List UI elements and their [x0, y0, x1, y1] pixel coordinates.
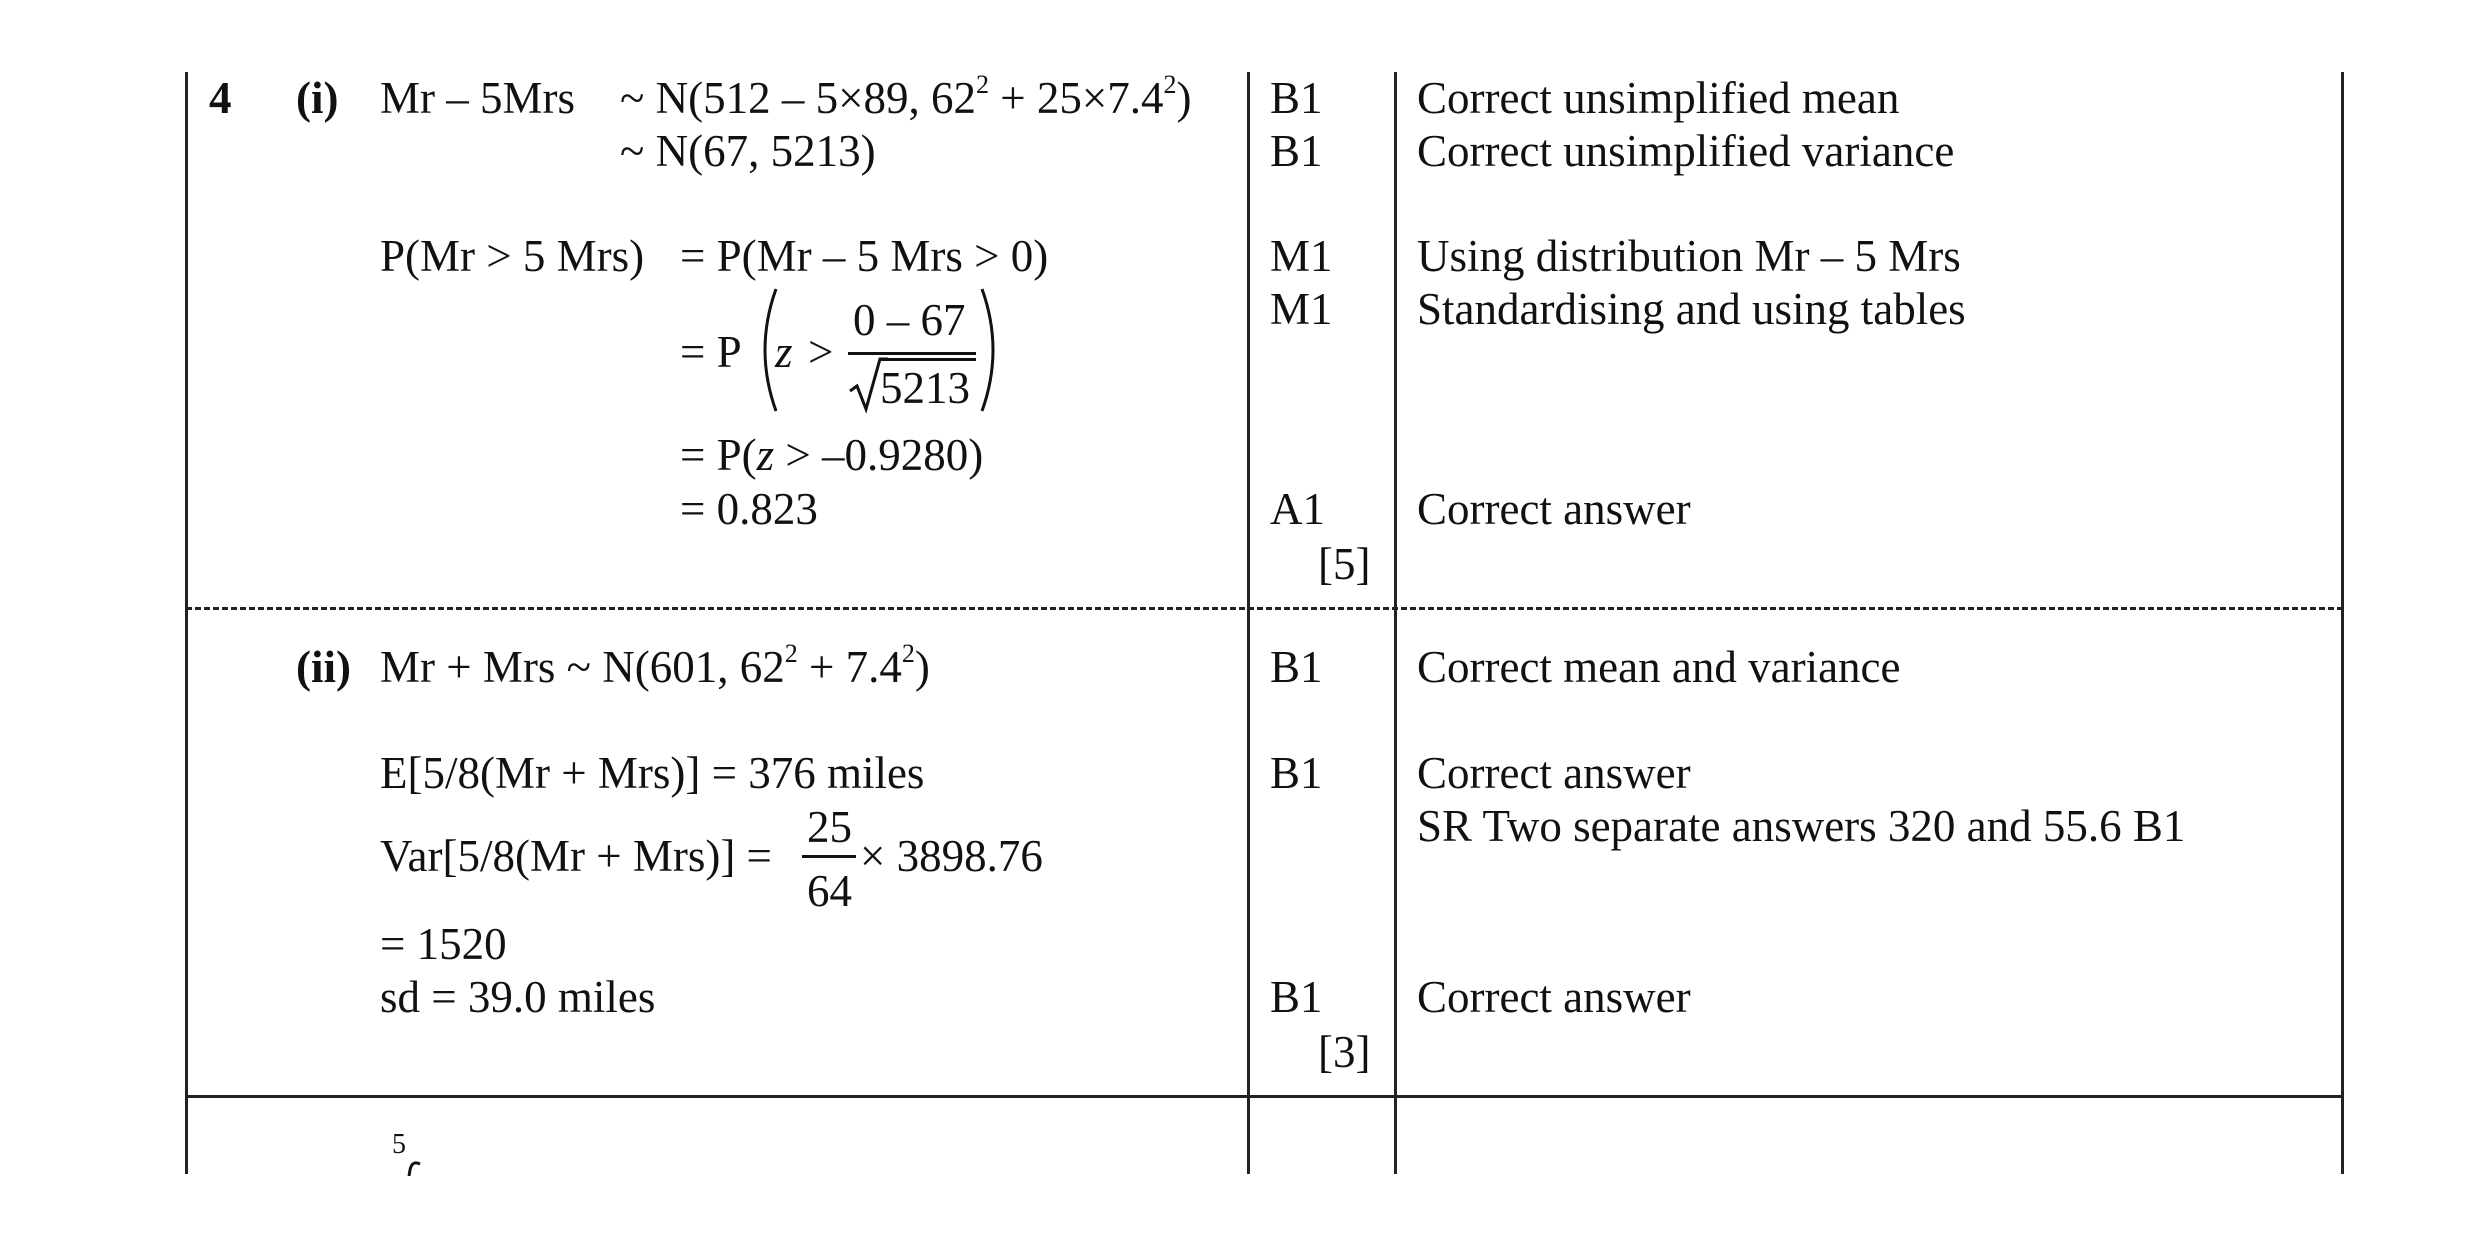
- part-i-comment-3: Using distribution Mr – 5 Mrs: [1417, 231, 1961, 281]
- part-ii-fraction-bar: [802, 855, 856, 858]
- part-ii-mark-3: B1: [1270, 972, 1323, 1022]
- question-number: 4: [209, 73, 232, 123]
- table-right-border: [2341, 72, 2344, 1174]
- part-divider-dashed: [186, 607, 2343, 610]
- part-ii-mark-1: B1: [1270, 642, 1323, 692]
- table-divider-marks: [1247, 72, 1250, 1174]
- part-ii-comment-2: Correct answer: [1417, 748, 1691, 798]
- part-ii-line1: Mr + Mrs ~ N(601, $62^2 + 7.4^2$): [380, 639, 930, 692]
- right-paren: [978, 285, 1008, 415]
- part-i-comment-4: Standardising and using tables: [1417, 284, 1966, 334]
- part-i-comment-5: Correct answer: [1417, 484, 1691, 534]
- part-ii-total: [3]: [1318, 1027, 1371, 1077]
- part-i-prob-line4: = 0.823: [680, 484, 818, 534]
- part-i-frac-numerator: 0 – 67: [853, 295, 966, 345]
- part-i-dist-lhs: Mr – 5Mrs: [380, 73, 576, 123]
- question-divider-solid: [186, 1095, 2343, 1098]
- part-ii-line5: sd = 39.0 miles: [380, 972, 656, 1022]
- part-ii-comment-3: SR Two separate answers 320 and 55.6 B1: [1417, 801, 2186, 851]
- part-i-prob-line2-p: = P: [680, 327, 742, 377]
- part-i-frac-denominator: 5213: [880, 363, 970, 413]
- part-ii-label: (ii): [296, 642, 351, 692]
- part-i-mark-3: M1: [1270, 231, 1333, 281]
- part-i-mark-2: B1: [1270, 126, 1323, 176]
- integral-sign-fragment: [398, 1160, 428, 1176]
- part-ii-line4: = 1520: [380, 919, 507, 969]
- part-i-label: (i): [296, 73, 339, 123]
- part-i-mark-5: A1: [1270, 484, 1325, 534]
- sqrt-vinculum: [880, 358, 976, 361]
- part-i-prob-line2-gt: >: [808, 327, 834, 377]
- part-ii-line3-lhs: Var[5/8(Mr + Mrs)] =: [380, 831, 772, 881]
- part-i-prob-line3: = P(z > –0.9280): [680, 430, 984, 480]
- part-ii-frac-denominator: 64: [807, 866, 852, 916]
- part-i-dist-line1: ~ N(512 – 5×89, $62^2 + 25\times 7.4^2$): [620, 70, 1192, 123]
- part-ii-mark-2: B1: [1270, 748, 1323, 798]
- part-ii-comment-4: Correct answer: [1417, 972, 1691, 1022]
- integral-upper-limit: 5: [392, 1129, 406, 1160]
- part-i-prob-line2-z: z: [775, 327, 793, 377]
- part-ii-comment-1: Correct mean and variance: [1417, 642, 1901, 692]
- part-i-dist-line2: ~ N(67, 5213): [620, 126, 876, 176]
- part-i-total: [5]: [1318, 539, 1371, 589]
- part-i-prob-lhs: P(Mr > 5 Mrs): [380, 231, 645, 281]
- part-i-comment-1: Correct unsimplified mean: [1417, 73, 1900, 123]
- part-i-comment-2: Correct unsimplified variance: [1417, 126, 1955, 176]
- part-i-mark-1: B1: [1270, 73, 1323, 123]
- part-ii-line2: E[5/8(Mr + Mrs)] = 376 miles: [380, 748, 925, 798]
- table-left-border: [185, 72, 188, 1174]
- table-divider-comments: [1394, 72, 1397, 1174]
- part-i-mark-4: M1: [1270, 284, 1333, 334]
- part-ii-frac-numerator: 25: [807, 802, 852, 852]
- part-i-prob-line1: = P(Mr – 5 Mrs > 0): [680, 231, 1049, 281]
- part-ii-line3-rhs: × 3898.76: [860, 831, 1043, 881]
